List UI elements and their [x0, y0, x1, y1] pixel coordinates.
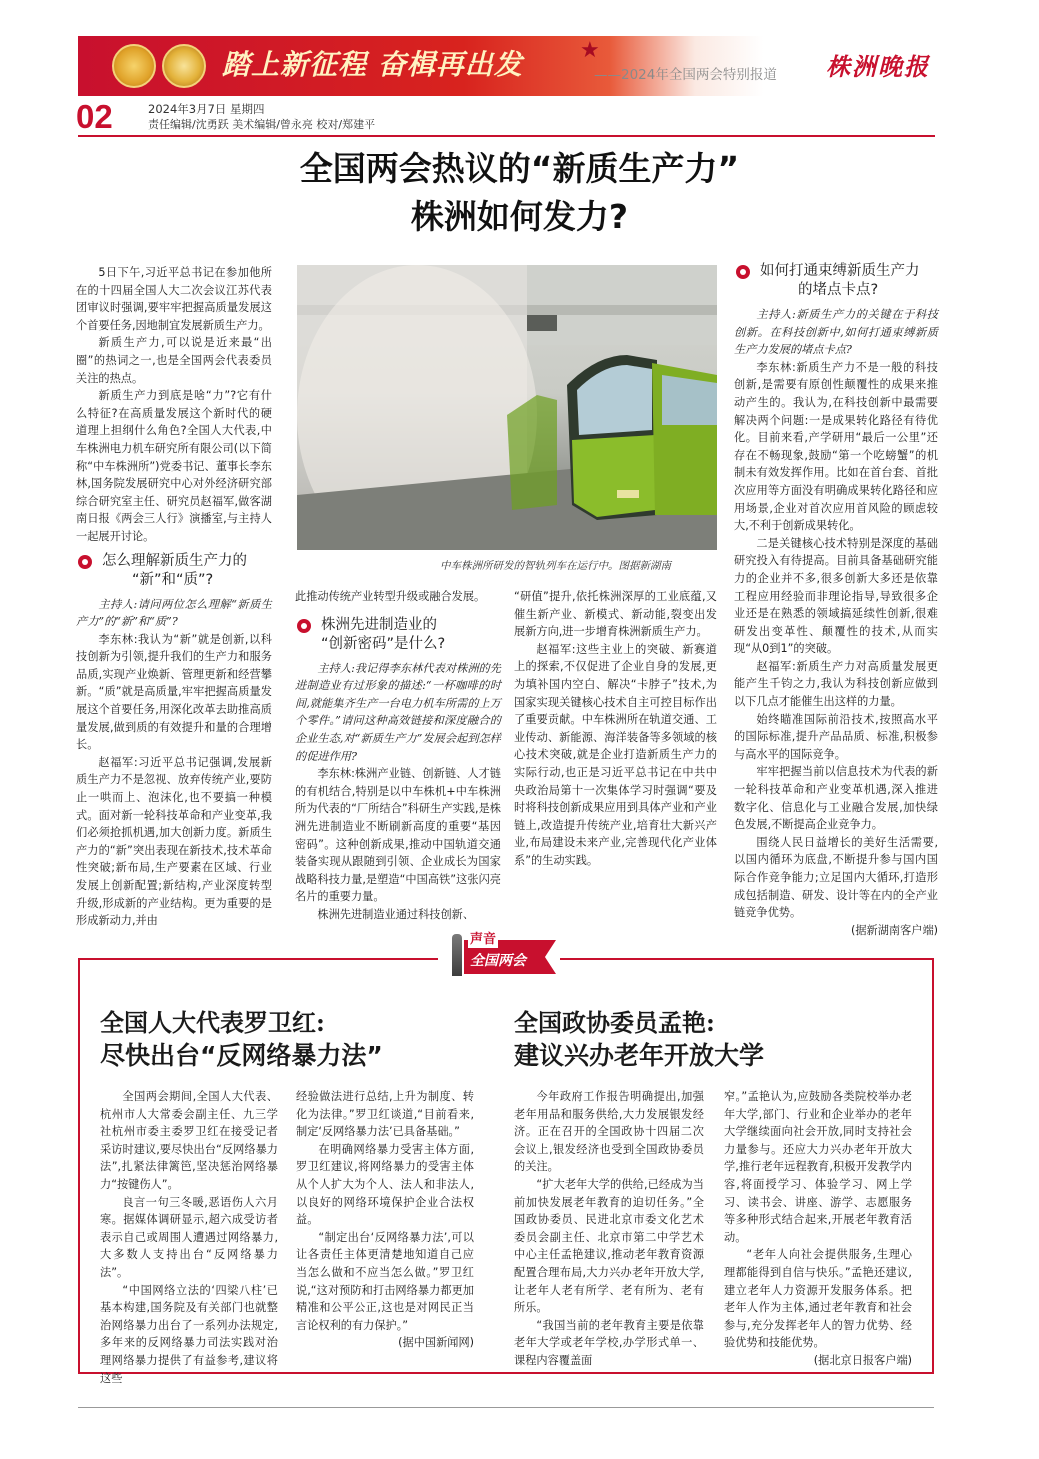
- paragraph: “制定出台‘反网络暴力法’,可以让各责任主体更清楚地知道自己应当怎么做和不应当怎么做。”罗卫红说,“这对预防和打击网络暴力都更加精准和公平公正,这也是对网民正当言论权利的有力保护。”: [296, 1230, 474, 1332]
- slogan: 踏上新征程 奋楫再出发: [222, 48, 523, 81]
- story-left-title-line2: 尽快出台“反网络暴力法”: [100, 1041, 383, 1070]
- page-number: 02: [76, 98, 113, 135]
- source-credit: (据新湖南客户端): [850, 923, 938, 937]
- paragraph: 二是关键核心技术特别是深度的基础研究投入有待提高。目前具备基础研究能力的企业并不多,很多创新大多还是依靠工程应用经验而非理论指导,导致很多企业还是在熟悉的领域搞延续性创新,很难研发出变革性、颠覆性的技术,从而实现“从0到1”的突破。: [734, 536, 938, 656]
- paragraph: 今年政府工作报告明确提出,加强老年用品和服务供给,大力发展银发经济。正在召开的全国政协十四届二次会议上,银发经济也受到全国政协委员的关注。: [514, 1090, 704, 1174]
- story-right-column-b: [724, 1088, 912, 1370]
- question-heading-1: 怎么理解新质生产力的 “新”和“质”?: [76, 552, 272, 590]
- paragraph: 围绕人民日益增长的美好生活需要,以国内循环为底盘,不断提升参与国内国际合作竞争能力;立足国内大循环,打造形成包括制造、研发、设计等在内的全产业链竞争优势。: [734, 835, 938, 920]
- host-question: 主持人:请问两位怎么理解“新质生产力”的“新”和“质”?: [76, 597, 272, 629]
- host-question: 主持人:我记得李东林代表对株洲的先进制造业有过形象的描述:“一杯咖啡的时间,就能集齐生产一台电力机车所需的上万个零件。”请问这种高效链接和深度融合的企业生态,对“新质生产力”发展会起到怎样的促进作用?: [295, 661, 501, 763]
- story-left-column-a: [100, 1088, 278, 1387]
- star-icon: ★: [580, 38, 600, 63]
- paragraph: 窄。”孟艳认为,应鼓励各类院校举办老年大学,部门、行业和企业举办的老年大学继续面向社会开放,同时支持社会力量参与。还应大力兴办老年开放大学,推行老年远程教育,积极开发教学内容,将面授学习、体验学习、网上学习、读书会、讲座、游学、志愿服务等多种形式结合起来,开展老年教育活动。: [724, 1090, 912, 1244]
- paragraph: 牢牢把握当前以信息技术为代表的新一轮科技革命和产业变革机遇,深入推进数字化、信息化与工业融合发展,加快绿色发展,不断提高企业竞争力。: [734, 765, 938, 832]
- red-circle-icon: [297, 619, 311, 633]
- badge-top-text: 声音: [470, 932, 497, 947]
- tram-photo: [297, 265, 717, 550]
- paragraph: 赵福军:习近平总书记强调,发展新质生产力不是忽视、放弃传统产业,要防止一哄而上、泡沫化,也不要搞一种模式。面对新一轮科技革命和产业变革,我们必须抢抓机遇,加大创新力度。新质生产力的“新”突出表现在新技术,技术革命性突破;新布局,生产要素在区域、行业发展上创新配置;新结构,产业深度转型升级,形成新的产业结构。更为重要的是形成新动力,并由: [76, 755, 272, 928]
- photo-caption: 中车株洲所研发的智轨列车在运行中。图据新湖南: [440, 560, 671, 572]
- paragraph: 经验做法进行总结,上升为制度、转化为法律。”罗卫红谈道,“目前看来,制定‘反网络暴力法’已具备基础。”: [296, 1090, 474, 1139]
- voices-badge: [438, 932, 560, 978]
- story-left-title-line1: 全国人大代表罗卫红:: [100, 1008, 325, 1037]
- masthead-banner: [78, 36, 935, 96]
- paper-name: 株洲晚报: [826, 52, 930, 81]
- national-emblem-icon: [112, 44, 156, 88]
- lead-column-1: [76, 264, 272, 930]
- paragraph: 良言一句三冬暖,恶语伤人六月寒。据媒体调研显示,超六成受访者表示自己或周围人遭遇过网络暴力,大多数人支持出台“反网络暴力法”。: [100, 1195, 278, 1279]
- lead-column-3: [514, 588, 717, 870]
- paragraph: 李东林:株洲产业链、创新链、人才链的有机结合,特别是以中车株机+中车株洲所为代表的“厂所结合”科研生产实践,是株洲先进制造业不断刷新高度的重要“基因密码”。这种创新成果,推动中国轨道交通装备实现从跟随到引领、企业成长为国家战略科技力量,是塑造“中国高铁”这张闪亮名片的重要力量。: [295, 767, 501, 904]
- date-line: 2024年3月7日 星期四: [148, 102, 265, 116]
- lead-column-2: [295, 588, 501, 924]
- paragraph: 始终瞄准国际前沿技术,按照高水平的国际标准,提升产品品质、标准,积极参与高水平的国际竞争。: [734, 712, 938, 761]
- credits-line: 责任编辑/沈勇跃 美术编辑/曾永亮 校对/郑建平: [148, 118, 376, 131]
- paragraph: “我国当前的老年教育主要是依靠老年大学或老年学校,办学形式单一、课程内容覆盖面: [514, 1318, 704, 1367]
- paragraph: “研值”提升,依托株洲深厚的工业底蕴,又催生新产业、新模式、新动能,裂变出发展新方向,进一步增育株洲新质生产力。: [514, 590, 717, 639]
- paragraph: 此推动传统产业转型升级或融合发展。: [295, 590, 486, 603]
- paragraph: “中国网络立法的‘四梁八柱’已基本构建,国务院及有关部门也就整治网络暴力出台了一系列办法规定,多年来的反网络暴力司法实践对治理网络暴力提供了有益参考,建议将这些: [100, 1283, 278, 1385]
- paragraph: 株洲先进制造业通过科技创新、: [317, 907, 475, 921]
- tram-illustration: [297, 265, 717, 550]
- story-left-column-b: [296, 1088, 474, 1352]
- paragraph: 5日下午,习近平总书记在参加他所在的十四届全国人大二次会议江苏代表团审议时强调,要牢牢把握高质量发展这个首要任务,因地制宜发展新质生产力。: [76, 266, 272, 332]
- red-circle-icon: [78, 555, 92, 569]
- paragraph: 在明确网络暴力受害主体方面,罗卫红建议,将网络暴力的受害主体从个人扩大为个人、法人和非法人,以良好的网络环境保护企业合法权益。: [296, 1142, 474, 1227]
- paragraph: 新质生产力到底是啥“力”?它有什么特征?在高质量发展这个新时代的硬道理上担纲什么角色?全国人大代表,中车株洲电力机车研究所有限公司(以下简称“中车株洲所”)党委书记、董事长李东林,国务院发展研究中心对外经济研究部综合研究室主任、研究员赵福军,做客湖南日报《两会三人行》演播室,与主持人一起展开讨论。: [76, 389, 272, 543]
- tower-icon: [452, 934, 462, 976]
- paragraph: 李东林:新质生产力不是一般的科技创新,是需要有原创性颠覆性的成果来推动产生的。我认为,在科技创新中最需要解决两个问题:一是成果转化路径有待优化。目前来看,产学研用“最后一公里”还存在不畅现象,鼓励“第一个吃螃蟹”的机制未有效发挥作用。比如在首台套、首批次应用等方面没有明确成果转化路径和应用场景,企业对首次应用首风险的顾虑较大,不利于创新成果转化。: [734, 360, 938, 533]
- red-circle-icon: [736, 265, 750, 279]
- paragraph: “扩大老年大学的供给,已经成为当前加快发展老年教育的迫切任务。”全国政协委员、民进北京市委文化艺术委员会副主任、北京市第二中学艺术中心主任孟艳建议,推动老年教育资源配置合理布局,大力兴办老年开放大学,让老年人老有所学、老有所为、老有所乐。: [514, 1177, 704, 1315]
- lead-column-4: [734, 262, 938, 939]
- masthead-rule: [78, 135, 935, 137]
- source-credit: (据中国新闻网): [398, 1336, 474, 1350]
- footer-rule: [78, 1407, 934, 1408]
- paragraph: 李东林:我认为“新”就是创新,以科技创新为引领,提升我们的生产力和服务品质,实现产业焕新、管理更新和经营攀新。“质”就是高质量,牢牢把握高质量发展这个首要任务,用深化改革去助推高质量发展,做到质的有效提升和量的合理增长。: [76, 632, 272, 752]
- lead-headline-line1: 全国两会热议的“新质生产力”: [299, 149, 740, 188]
- story-right-title-line1: 全国政协委员孟艳:: [514, 1008, 715, 1037]
- question-heading-2: 株洲先进制造业的 “创新密码”是什么?: [295, 616, 501, 654]
- paragraph: “老年人向社会提供服务,生理心理都能得到自信与快乐。”孟艳还建议,建立老年人力资源开发服务体系。把老年人作为主体,通过老年教育和社会参与,充分发挥老年人的智力优势、经验优势和技能优势。: [724, 1248, 912, 1350]
- lead-headline-line2: 株洲如何发力?: [410, 197, 629, 236]
- cppcc-emblem-icon: [162, 44, 206, 88]
- badge-bottom-text: 全国两会: [470, 953, 526, 969]
- question-heading-3: 如何打通束缚新质生产力 的堵点卡点?: [734, 262, 938, 300]
- source-credit: (据北京日报客户端): [813, 1353, 912, 1367]
- paragraph: 赵福军:这些主业上的突破、新赛道上的探索,不仅促进了企业自身的发展,更为填补国内空白、解决“卡脖子”技术,为国家实现关键核心技术自主可控目标作出了重要贡献。中车株洲所在轨道交通、工业传动、新能源、海洋装备等多领域的核心技术突破,就是企业打造新质生产力的实际行动,也正是习近平总书记在中共中央政治局第十一次集体学习时强调“要及时将科技创新成果应用到具体产业和产业链上,改造提升传统产业,培育壮大新兴产业,布局建设未来产业,完善现代化产业体系”的生动实践。: [514, 642, 717, 867]
- story-right-column-a: [514, 1088, 704, 1370]
- host-question: 主持人:新质生产力的关键在于科技创新。在科技创新中,如何打通束缚新质生产力发展的堵点卡点?: [734, 308, 938, 357]
- paragraph: 全国两会期间,全国人大代表、杭州市人大常委会副主任、九三学社杭州市委主委罗卫红在接受记者采访时建议,要尽快出台“反网络暴力法”,扎紧法律篱笆,坚决惩治网络暴力“按键伤人”。: [100, 1090, 278, 1191]
- story-right-title-line2: 建议兴办老年开放大学: [514, 1041, 765, 1070]
- paragraph: 赵福军:新质生产力对高质量发展更能产生千钧之力,我认为科技创新应做到以下几点才能催生出这样的力量。: [734, 659, 938, 709]
- special-report-label: ——2024年全国两会特别报道: [594, 67, 777, 83]
- paragraph: 新质生产力,可以说是近来最“出圈”的热词之一,也是全国两会代表委员关注的热点。: [76, 336, 272, 385]
